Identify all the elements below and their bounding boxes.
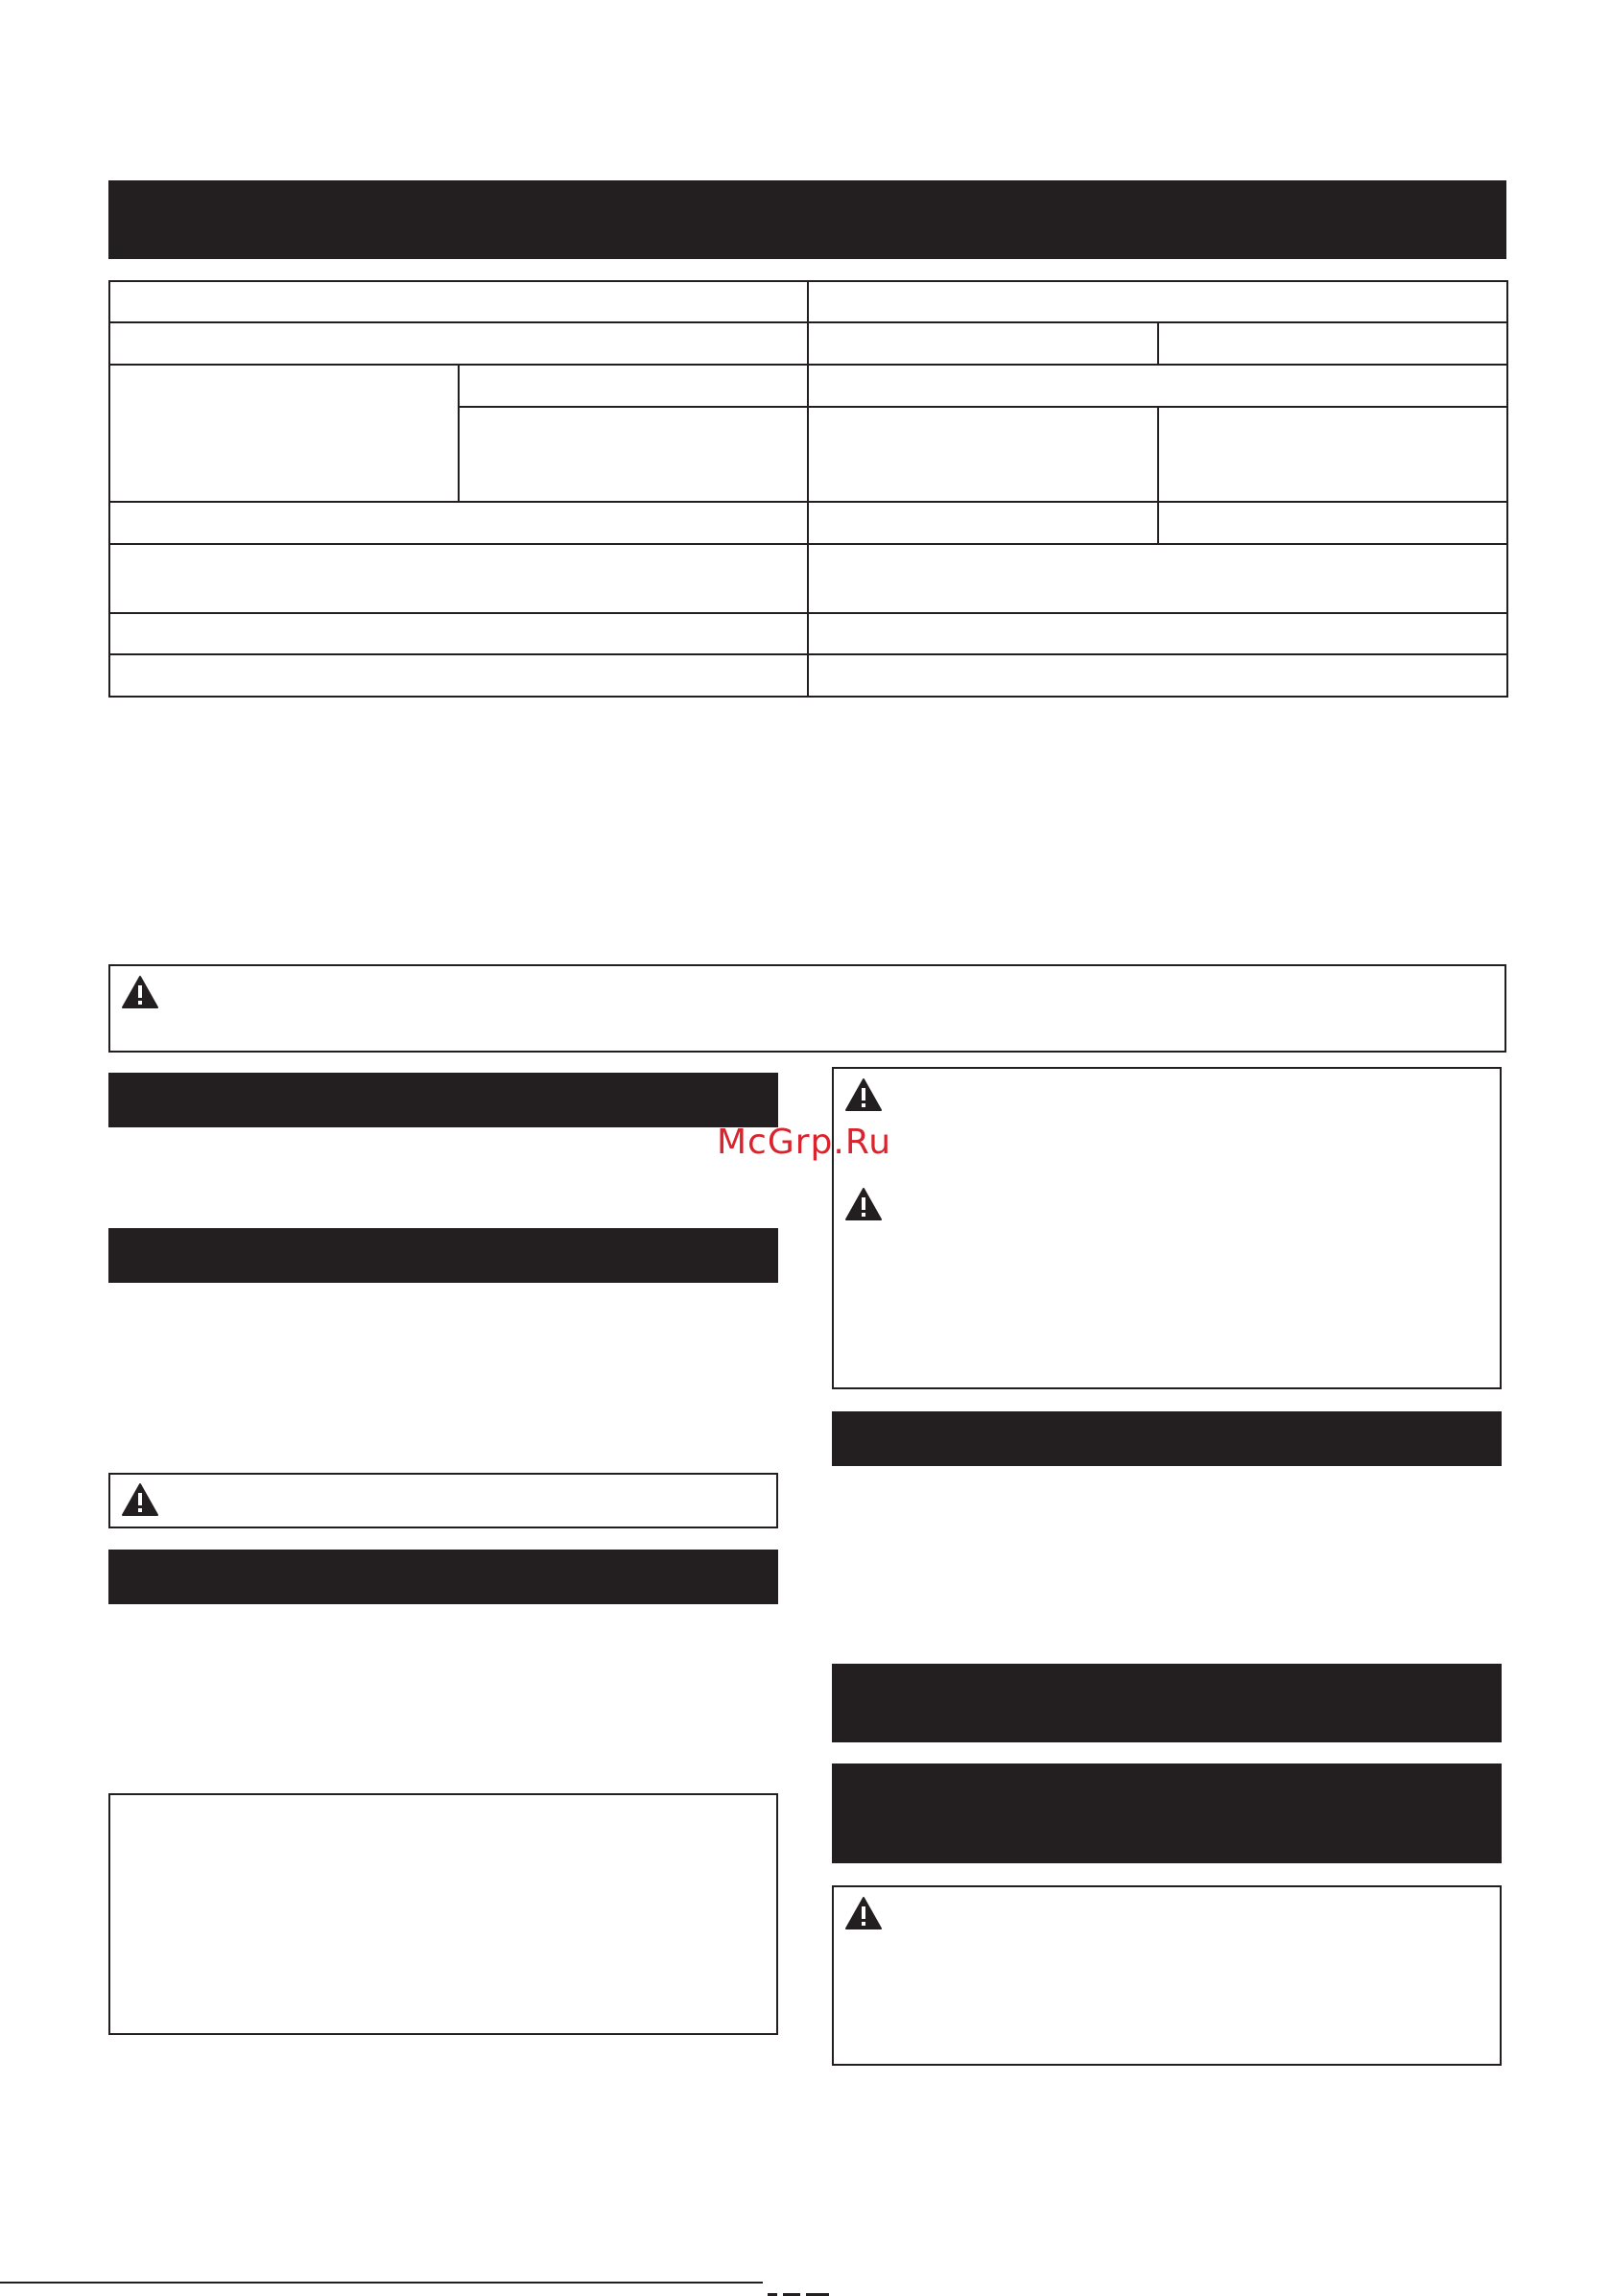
section-header-bar	[108, 1550, 778, 1604]
table-cell	[459, 407, 808, 502]
table-cell	[109, 654, 808, 697]
section-header-bar	[832, 1411, 1502, 1466]
warning-triangle-icon	[121, 975, 159, 1009]
table-cell	[459, 365, 808, 407]
table-cell	[808, 281, 1507, 322]
table-cell	[109, 322, 808, 365]
warning-triangle-icon	[121, 1482, 159, 1517]
watermark: McGrp.Ru	[717, 1123, 892, 1162]
warning-triangle-icon	[844, 1077, 883, 1112]
warning-box-small	[108, 1473, 778, 1528]
specifications-table	[108, 280, 1508, 698]
table-row	[109, 654, 1507, 697]
table-cell	[808, 654, 1507, 697]
table-row	[109, 613, 1507, 654]
table-cell	[109, 281, 808, 322]
section-header-bar-tall	[832, 1763, 1502, 1863]
table-cell	[109, 365, 459, 502]
warning-box-full	[108, 964, 1506, 1053]
table-row	[109, 365, 1507, 407]
warning-box-right	[832, 1885, 1502, 2066]
table-cell	[109, 544, 808, 613]
table-cell	[808, 322, 1158, 365]
warning-triangle-icon	[844, 1187, 883, 1221]
table-row	[109, 544, 1507, 613]
footer-rule	[0, 2282, 763, 2284]
warning-triangle-icon	[844, 1896, 883, 1930]
table-cell	[808, 544, 1507, 613]
table-row	[109, 281, 1507, 322]
table-cell	[808, 407, 1158, 502]
table-cell	[808, 365, 1507, 407]
section-header-bar-tall	[832, 1664, 1502, 1742]
table-cell	[1158, 322, 1507, 365]
section-header-bar	[108, 1228, 778, 1283]
table-cell	[109, 502, 808, 544]
section-header-bar	[108, 1073, 778, 1127]
table-cell	[808, 502, 1158, 544]
title-bar	[108, 180, 1506, 259]
table-cell	[808, 613, 1507, 654]
table-row	[109, 502, 1507, 544]
table-cell	[1158, 407, 1507, 502]
warning-box-double	[832, 1067, 1502, 1389]
table-row	[109, 322, 1507, 365]
table-cell	[1158, 502, 1507, 544]
note-box	[108, 1793, 778, 2035]
footer-crop-mark	[768, 2278, 883, 2284]
table-cell	[109, 613, 808, 654]
